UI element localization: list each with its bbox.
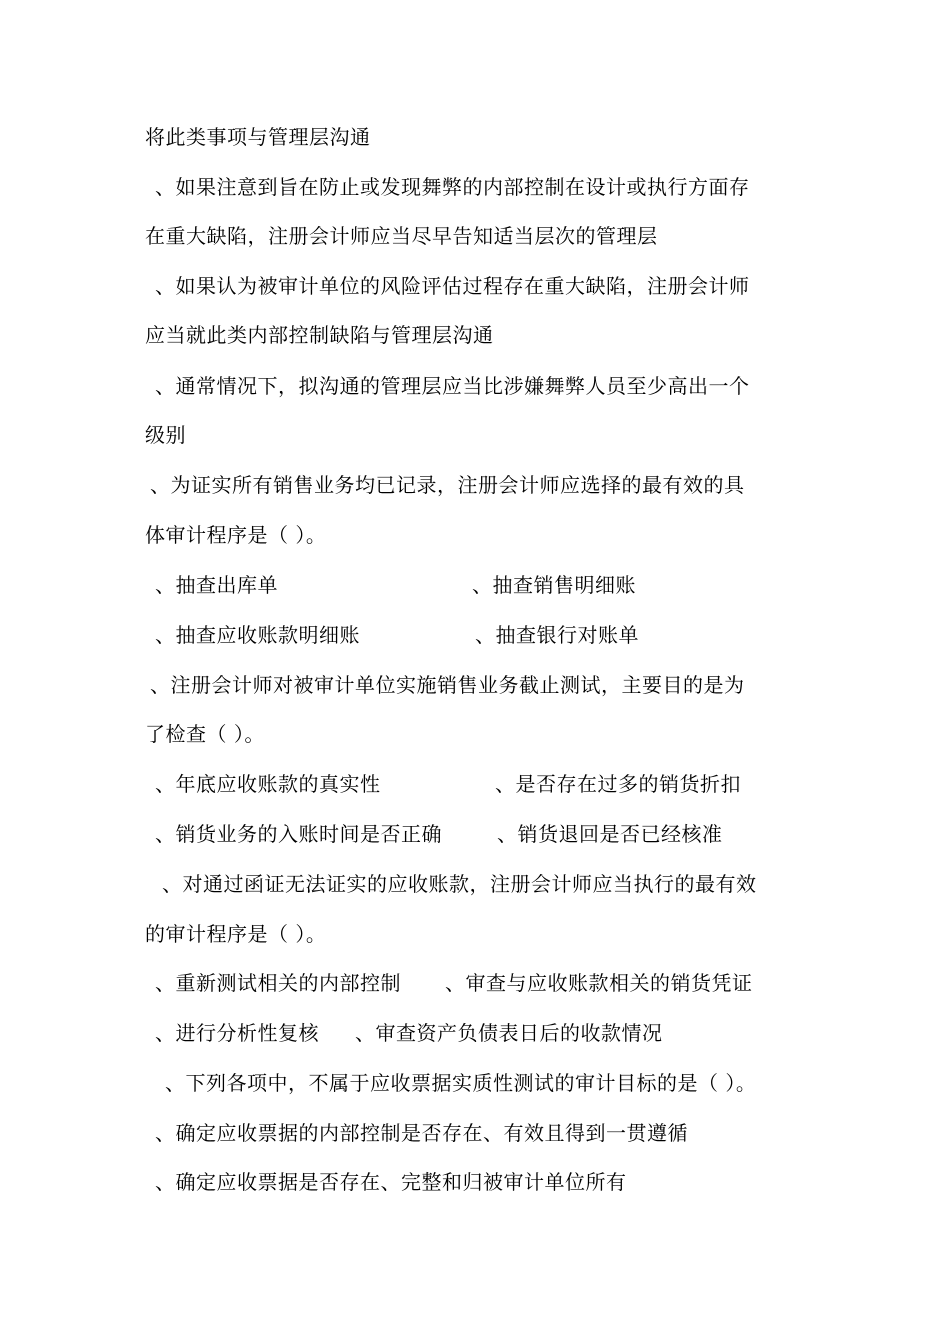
- option-b: 、抽查销售明细账: [472, 573, 636, 597]
- option-c: 、销货业务的入账时间是否正确: [155, 822, 442, 846]
- option-a: 、抽查出库单: [155, 573, 278, 597]
- option-c: 、抽查应收账款明细账: [155, 623, 360, 647]
- option-b: 、审查与应收账款相关的销货凭证: [445, 971, 753, 995]
- text-line: 级别: [145, 423, 186, 447]
- question-stem: 、对通过函证无法证实的应收账款，注册会计师应当执行的最有效: [162, 872, 757, 896]
- question-stem: 、下列各项中，不属于应收票据实质性测试的审计目标的是（ ）。: [165, 1071, 757, 1095]
- question-stem: 、为证实所有销售业务均已记录，注册会计师应选择的最有效的具: [150, 473, 745, 497]
- option-b: 、确定应收票据是否存在、完整和归被审计单位所有: [155, 1170, 627, 1194]
- option-b: 、是否存在过多的销货折扣: [495, 772, 741, 796]
- option-d: 、抽查银行对账单: [475, 623, 639, 647]
- option-a: 、确定应收票据的内部控制是否存在、有效且得到一贯遵循: [155, 1121, 688, 1145]
- text-line: 应当就此类内部控制缺陷与管理层沟通: [145, 323, 494, 347]
- text-line: 、通常情况下，拟沟通的管理层应当比涉嫌舞弊人员至少高出一个: [155, 374, 750, 398]
- option-a: 、年底应收账款的真实性: [155, 772, 381, 796]
- question-stem: 的审计程序是（ ）。: [145, 922, 327, 946]
- option-c: 、进行分析性复核: [155, 1021, 319, 1045]
- option-a: 、重新测试相关的内部控制: [155, 971, 401, 995]
- text-line: 、如果注意到旨在防止或发现舞弊的内部控制在设计或执行方面存: [155, 175, 750, 199]
- text-line: 将此类事项与管理层沟通: [145, 125, 371, 149]
- option-d: 、销货退回是否已经核准: [497, 822, 723, 846]
- question-stem: 、注册会计师对被审计单位实施销售业务截止测试，主要目的是为: [150, 673, 745, 697]
- text-line: 、如果认为被审计单位的风险评估过程存在重大缺陷，注册会计师: [155, 274, 750, 298]
- question-stem: 了检查（ ）。: [145, 722, 265, 746]
- question-stem: 体审计程序是（ ）。: [145, 523, 327, 547]
- text-line: 在重大缺陷，注册会计师应当尽早告知适当层次的管理层: [145, 224, 658, 248]
- option-d: 、审查资产负债表日后的收款情况: [355, 1021, 663, 1045]
